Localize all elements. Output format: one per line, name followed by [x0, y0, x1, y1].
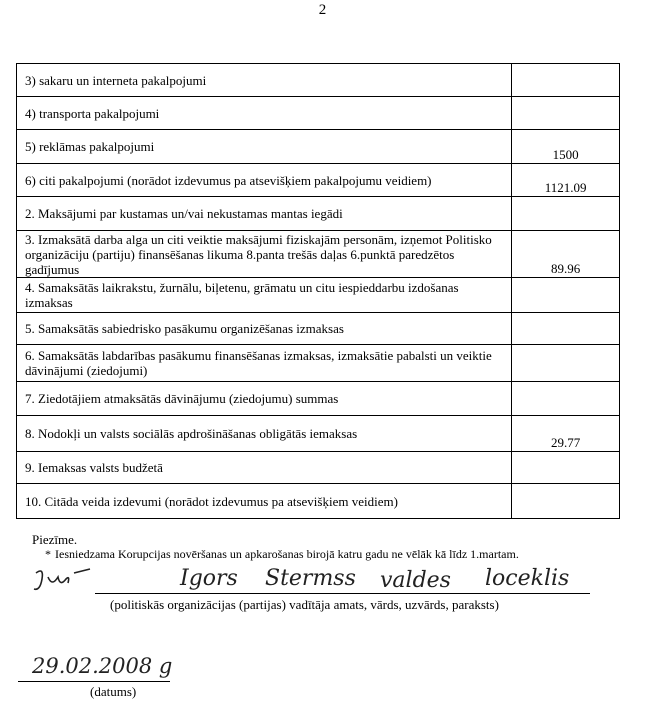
- row-label: 10. Citāda veida izdevumi (norādot izdevumus pa atsevišķiem veidiem): [17, 484, 512, 519]
- signature-position-2: loceklis: [485, 566, 570, 591]
- row-label: 2. Maksājumi par kustamas un/vai nekustamas mantas iegādi: [17, 197, 512, 231]
- row-label: 6. Samaksātās labdarības pasākumu finansēšanas izmaksas, izmaksātie pabalsti un veiktie dāvinājumi (ziedojumi): [17, 345, 512, 382]
- row-amount: [512, 278, 620, 313]
- row-amount: [512, 97, 620, 130]
- row-label: 3) sakaru un interneta pakalpojumi: [17, 64, 512, 97]
- row-amount: 29.77: [512, 416, 620, 452]
- table-row: [17, 231, 620, 278]
- table-row: [17, 278, 620, 313]
- row-amount: [512, 313, 620, 345]
- table-row: [17, 97, 620, 130]
- row-label: 6) citi pakalpojumi (norādot izdevumus pa atsevišķiem pakalpojumu veidiem): [17, 164, 512, 197]
- handwritten-signature-mark: [30, 565, 105, 597]
- table-row: [17, 382, 620, 416]
- signature-position-1: valdes: [380, 568, 451, 593]
- row-label: 3. Izmaksātā darba alga un citi veiktie maksājumi fiziskajām personām, izņemot Politisko organizāciju (partiju) finansēšanas likuma 8.panta trešās daļas 6.punktā paredzētos gadījumus: [17, 231, 512, 278]
- note-body: Iesniedzama Korupcijas novēršanas un apkarošanas birojā katru gadu ne vēlāk kā līdz 1.martam.: [55, 547, 519, 561]
- row-label: 7. Ziedotājiem atmaksātās dāvinājumu (ziedojumu) summas: [17, 382, 512, 416]
- signature-surname: Stermss: [265, 566, 356, 591]
- table-row: [17, 197, 620, 231]
- row-label: 5) reklāmas pakalpojumi: [17, 130, 512, 164]
- row-amount: [512, 484, 620, 519]
- row-amount: [512, 452, 620, 484]
- table-row: [17, 452, 620, 484]
- date-caption: (datums): [90, 684, 137, 699]
- table-row: [17, 64, 620, 97]
- note-text: [45, 547, 519, 562]
- row-label: 5. Samaksātās sabiedrisko pasākumu organizēšanas izmaksas: [17, 313, 512, 345]
- table-row: [17, 484, 620, 519]
- row-label: 4. Samaksātās laikrakstu, žurnālu, biļetenu, grāmatu un citu iespieddarbu izdošanas izmaksas: [17, 278, 512, 313]
- row-amount: [512, 382, 620, 416]
- table-row: [17, 130, 620, 164]
- expenses-table: [16, 63, 620, 519]
- signature-line: [95, 593, 590, 594]
- row-amount: [512, 64, 620, 97]
- date-line: [18, 681, 170, 682]
- signature-caption: (politiskās organizācijas (partijas) vadītāja amats, vārds, uzvārds, paraksts): [110, 597, 499, 612]
- row-amount: [512, 197, 620, 231]
- table-row: [17, 164, 620, 197]
- table-row: [17, 416, 620, 452]
- note-title: Piezīme.: [32, 532, 78, 547]
- table-row: [17, 345, 620, 382]
- row-label: 8. Nodokļi un valsts sociālās apdrošināšanas obligātās iemaksas: [17, 416, 512, 452]
- row-amount: 1500: [512, 130, 620, 164]
- table-row: [17, 313, 620, 345]
- signature-name: Igors: [180, 566, 238, 591]
- row-label: 9. Iemaksas valsts budžetā: [17, 452, 512, 484]
- row-amount: 89.96: [512, 231, 620, 278]
- row-amount: [512, 345, 620, 382]
- row-amount: 1121.09: [512, 164, 620, 197]
- row-label: 4) transporta pakalpojumi: [17, 97, 512, 130]
- handwritten-date: 29.02.2008 g: [32, 654, 173, 678]
- note-asterisk: *: [45, 547, 51, 561]
- page-number: 2: [318, 2, 327, 18]
